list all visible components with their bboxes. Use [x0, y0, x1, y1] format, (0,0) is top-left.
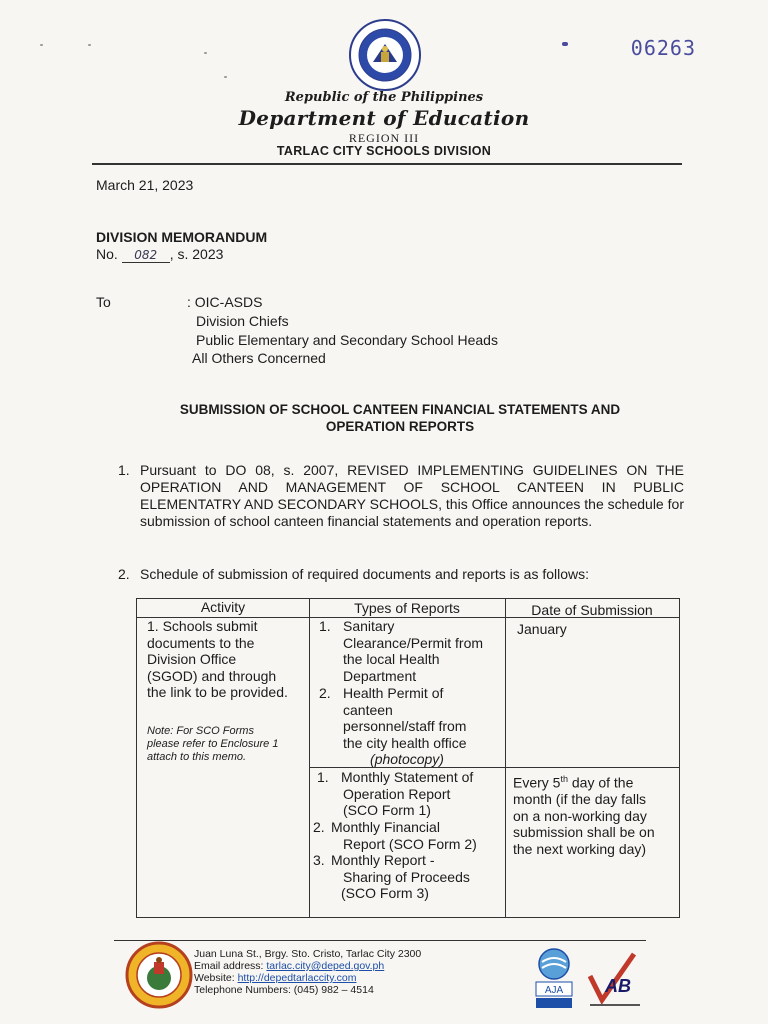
recipient: : OIC-ASDS — [187, 294, 263, 310]
table-header: Types of Reports — [354, 600, 460, 616]
report-line: Clearance/Permit from — [343, 634, 484, 651]
date-january: January — [517, 621, 567, 637]
aja-certification-logo-icon — [532, 946, 576, 1012]
aja-label: AJA — [544, 985, 564, 996]
header-republic: Republic of the Philippines — [284, 90, 484, 105]
memo-series: , s. 2023 — [169, 246, 224, 262]
to-label: To — [96, 294, 111, 310]
division-seal-icon — [124, 940, 194, 1010]
recipient: All Others Concerned — [192, 350, 326, 366]
report-item — [331, 852, 470, 902]
report-line: the city health office — [343, 734, 467, 751]
report-line: Sanitary — [343, 618, 395, 634]
activity-line: documents to the — [147, 634, 255, 651]
report-line: (SCO Form 1) — [343, 802, 431, 818]
schedule-table — [136, 598, 680, 918]
paragraph-text: Schedule of submission of required documents and reports is as follows: — [140, 566, 590, 582]
report-line: Department — [343, 667, 417, 684]
header-division: TARLAC CITY SCHOOLS DIVISION — [276, 144, 492, 158]
footer-email: Email address: tarlac.city@deped.gov.ph — [194, 960, 385, 972]
report-number: 1. — [317, 769, 329, 785]
paragraph-text: Pursuant to DO 08, s. 2007, REVISED IMPLEMENTING GUIDELINES ON THE OPERATION AND MANAGEMENT OF SCHOOL CANTEEN IN PUBLIC ELEMENTATRY AND SECONDARY SCHOOLS, this Office announces the schedule for submission of school canteen financial statements and operation reports. — [140, 462, 684, 529]
report-item — [341, 769, 473, 819]
memo-subject — [100, 401, 700, 435]
report-line: Monthly Statement of — [341, 769, 474, 785]
report-item — [331, 819, 477, 852]
ab-accreditation-logo-icon — [584, 946, 646, 1012]
deped-seal-icon — [348, 18, 422, 92]
table-header: Activity — [200, 599, 246, 615]
ab-label: AB — [605, 976, 631, 996]
speck — [224, 76, 227, 78]
speck — [204, 52, 207, 54]
header-department: Department of Education — [238, 106, 530, 130]
footer-phone: Telephone Numbers: (045) 982 – 4514 — [194, 984, 374, 996]
footer-address: Juan Luna St., Brgy. Sto. Cristo, Tarlac City 2300 — [194, 948, 422, 960]
activity-cell — [147, 618, 288, 701]
activity-line: Division Office — [147, 651, 237, 667]
activity-note — [147, 725, 278, 764]
report-number: 2. — [319, 685, 331, 701]
speck — [88, 44, 91, 46]
report-number: 3. — [313, 852, 325, 868]
report-line: personnel/staff from — [343, 718, 467, 734]
date-line: month (if the day falls — [513, 791, 647, 808]
date-line: Every 5th day of the — [513, 774, 634, 791]
note-line: attach to this memo. — [147, 751, 247, 763]
activity-line: (SGOD) and through — [147, 667, 277, 684]
activity-line: the link to be provided. — [147, 684, 288, 700]
document-number: 06263 — [630, 36, 696, 60]
date-line: on a non-working day — [513, 807, 647, 824]
report-number: 1. — [319, 618, 331, 634]
header-divider — [92, 163, 682, 165]
activity-line: 1. Schools submit — [147, 618, 258, 634]
memo-number — [96, 246, 223, 263]
memo-number-value: 082 — [122, 248, 170, 263]
note-line: please refer to Enclosure 1 — [147, 738, 279, 750]
report-line: Report (SCO Form 2) — [343, 835, 477, 852]
report-line: Sharing of Proceeds — [343, 868, 470, 885]
website-link[interactable]: http://depedtarlaccity.com — [237, 972, 357, 984]
report-line: Monthly Financial — [331, 819, 440, 835]
date-line: the next working day) — [513, 840, 647, 857]
report-line: Monthly Report - — [331, 852, 435, 868]
report-photocopy: (photocopy) — [370, 751, 444, 767]
report-item — [343, 618, 483, 684]
memo-date: March 21, 2023 — [96, 177, 194, 193]
report-line: (SCO Form 3) — [341, 885, 429, 901]
subject-line: OPERATION REPORTS — [325, 419, 475, 434]
table-column-divider — [505, 599, 506, 917]
report-number: 2. — [313, 819, 325, 835]
speck — [40, 44, 43, 46]
date-line: submission shall be on — [513, 824, 655, 841]
memo-number-prefix: No. — [96, 246, 118, 262]
report-line: the local Health — [343, 651, 440, 667]
memo-title: DIVISION MEMORANDUM — [96, 229, 268, 245]
report-line: canteen — [343, 701, 393, 718]
report-item — [343, 685, 466, 751]
recipient: Division Chiefs — [196, 313, 289, 329]
report-line: Health Permit of — [343, 685, 444, 701]
report-line: Operation Report — [343, 785, 451, 802]
table-header: Date of Submission — [531, 602, 653, 618]
paragraph-number: 2. — [118, 566, 130, 582]
recipient: Public Elementary and Secondary School Heads — [196, 332, 498, 348]
paragraph-number: 1. — [118, 462, 130, 478]
date-monthly — [513, 771, 655, 857]
subject-line: SUBMISSION OF SCHOOL CANTEEN FINANCIAL STATEMENTS AND — [179, 402, 621, 417]
note-line: Note: For SCO Forms — [147, 725, 254, 737]
header-region: REGION III — [348, 131, 420, 145]
footer-contact — [194, 948, 421, 996]
email-link[interactable]: tarlac.city@deped.gov.ph — [266, 960, 385, 972]
stamp-dot — [562, 42, 568, 46]
footer-website: Website: http://depedtarlaccity.com — [194, 972, 357, 984]
